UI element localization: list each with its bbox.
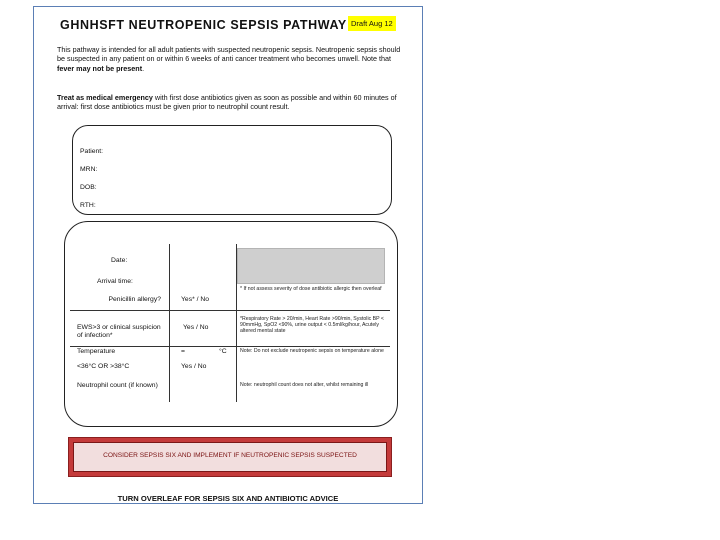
row-divider [70, 346, 390, 347]
temperature-label: Temperature [77, 348, 116, 355]
dob-label: DOB: [80, 184, 97, 191]
column-divider [169, 244, 170, 402]
row-divider [70, 310, 390, 311]
sepsis-warning-inner [73, 442, 387, 472]
temperature-unit: °C [219, 348, 227, 355]
intro-text-end: . [142, 63, 145, 73]
neutrophil-count-label: Neutrophil count (if known) [77, 382, 158, 389]
turn-overleaf-footer: TURN OVERLEAF FOR SEPSIS SIX AND ANTIBIOTIC ADVICE [117, 494, 339, 503]
document-title: GHNHSFT NEUTROPENIC SEPSIS PATHWAY [60, 18, 347, 32]
neutrophil-note: Note: neutrophil count does not alter, whilst remaining ill [240, 382, 369, 388]
temperature-equals: = [181, 348, 185, 355]
patient-label: Patient: [80, 148, 104, 155]
patient-details-box [72, 125, 392, 215]
penicillin-options: Yes* / No [181, 296, 210, 303]
mrn-label: MRN: [80, 166, 98, 173]
document-page [33, 6, 423, 504]
penicillin-allergy-label: Penicillin allergy? [108, 296, 161, 303]
grey-shaded-cell [237, 248, 385, 284]
ews-note: *Respiratory Rate > 20/min, Heart Rate >90/min, Systolic BP < 90mmHg, SpO2 <90%, urine output < 0.5ml/kg/hour, Acutely altered mental state [240, 316, 384, 335]
penicillin-note: * If not assess severity of dose antibiotic allergic then overleaf [240, 286, 382, 292]
intro-text: This pathway is intended for all adult patients with suspected neutropenic sepsis. Neutropenic sepsis should be suspected in any patient on or within 6 weeks of anti cancer treatment who becomes unwell. Note that [57, 45, 401, 64]
temperature-note: Note: Do not exclude neutropenic sepsis on temperature alone [240, 348, 384, 354]
draft-badge: Draft Aug 12 [348, 16, 396, 31]
ews-label: EWS>3 or clinical suspicion of infection* [77, 324, 161, 339]
arrival-time-label: Arrival time: [97, 278, 133, 285]
intro-paragraph [57, 45, 405, 73]
temperature-threshold-options: Yes / No [181, 363, 207, 370]
temperature-threshold-label: <36°C OR >38°C [77, 363, 130, 370]
emergency-text: with first dose antibiotics given as soon as possible and within 60 minutes of arrival: first dose antibiotics must be given prior to neutrophil count result. [57, 93, 397, 112]
emergency-paragraph [57, 93, 405, 112]
rth-label: RTH: [80, 202, 96, 209]
sepsis-warning-text: CONSIDER SEPSIS SIX AND IMPLEMENT IF NEUTROPENIC SEPSIS SUSPECTED [103, 452, 357, 459]
ews-options: Yes / No [183, 324, 209, 331]
date-label: Date: [111, 257, 128, 264]
assessment-form-box [64, 221, 398, 427]
emergency-bold-text: Treat as medical emergency [57, 93, 153, 102]
intro-bold-text: fever may not be present [57, 63, 143, 73]
sepsis-warning-banner [68, 437, 392, 477]
